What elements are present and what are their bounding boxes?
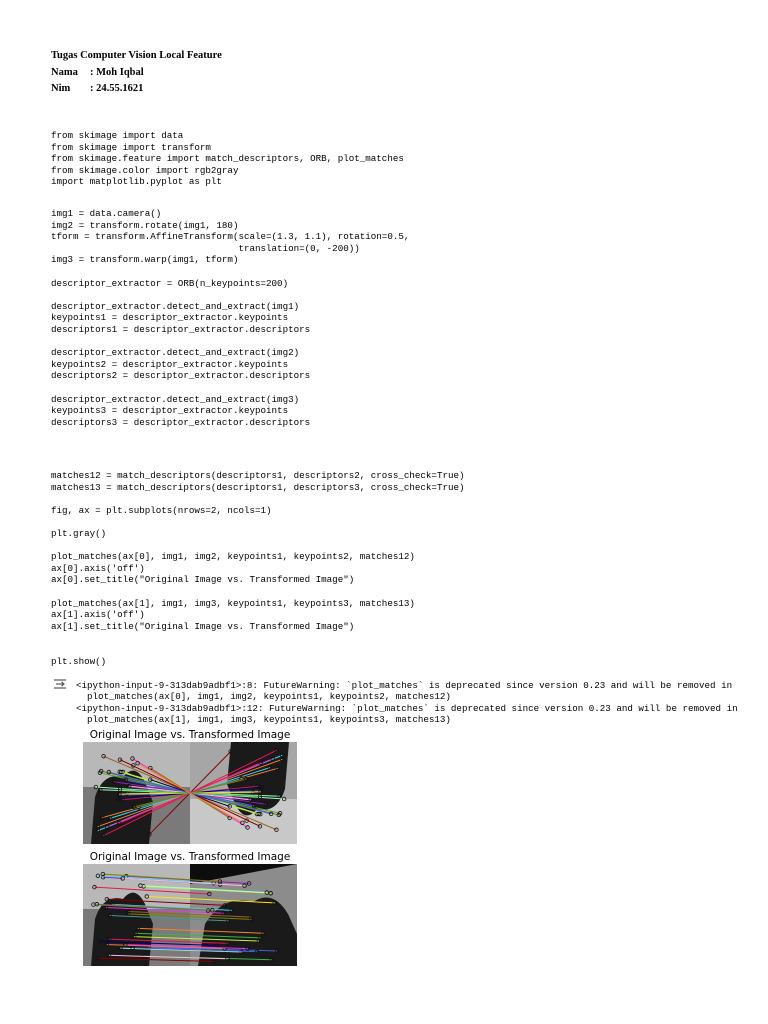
future-warning-output: <ipython-input-9-313dab9adbf1>:8: FutureWarning: `plot_matches` is deprecated since version 0.23 and will be removed in plot_matches(ax[0], img1, img2, keypoints1, keypoints2, matches12) <ipython-input-9-313dab9adbf1>:12: FutureWarning: `plot_matches` is deprecated since version 0.23 and will be removed in plot_matches(ax[1], img1, img3, keypoints1, keypoints3, matches13) bbox=[76, 680, 738, 725]
figure1-match-plot bbox=[83, 742, 297, 844]
code-cell-show: plt.show() bbox=[51, 656, 107, 667]
code-cell-matching: matches12 = match_descriptors(descriptors1, descriptors2, cross_check=True) matches13 = match_descriptors(descriptors1, descriptors3, cross_check=True) fig, ax = plt.subplots(nrows=2, ncols=1) plt.gray() plot_matches(ax[0], img1, img2, keypoints1, keypoints2, matches12) ax[0].axis('off') ax[0].set_title("Original Image vs. Transformed Image") plot_matches(ax[1], img1, img3, keypoints1, keypoints3, matches13) ax[1].axis('off') ax[1].set_title("Original Image vs. Transformed Image") bbox=[51, 470, 465, 632]
document-title: Tugas Computer Vision Local Feature bbox=[51, 50, 222, 61]
name-value: : Moh Iqbal bbox=[90, 66, 144, 78]
document-header bbox=[51, 48, 222, 98]
nim-row bbox=[51, 81, 222, 98]
code-cell-feature-extraction: img1 = data.camera() img2 = transform.rotate(img1, 180) tform = transform.AffineTransform(scale=(1.3, 1.1), rotation=0.5, translation=(0, -200)) img3 = transform.warp(img1, tform) descriptor_extractor = ORB(n_keypoints=200) descriptor_extractor.detect_and_extract(img1) keypoints1 = descriptor_extractor.keypoints descriptors1 = descriptor_extractor.descriptors descriptor_extractor.detect_and_extract(img2) keypoints2 = descriptor_extractor.keypoints descriptors2 = descriptor_extractor.descriptors descriptor_extractor.detect_and_extract(img3) keypoints3 = descriptor_extractor.keypoints descriptors3 = descriptor_extractor.descriptors bbox=[51, 208, 410, 428]
figure2-match-plot bbox=[83, 864, 297, 966]
nim-value: : 24.55.1621 bbox=[90, 83, 144, 94]
figure1-title: Original Image vs. Transformed Image bbox=[89, 729, 291, 741]
output-collapse-icon[interactable] bbox=[53, 678, 67, 690]
figure2-title: Original Image vs. Transformed Image bbox=[89, 851, 291, 863]
name-label: Nama bbox=[51, 66, 78, 78]
code-cell-imports: from skimage import data from skimage import transform from skimage.feature import match_descriptors, ORB, plot_matches from skimage.color import rgb2gray import matplotlib.pyplot as plt bbox=[51, 130, 404, 188]
name-row bbox=[51, 65, 222, 82]
nim-label: Nim bbox=[51, 83, 71, 94]
